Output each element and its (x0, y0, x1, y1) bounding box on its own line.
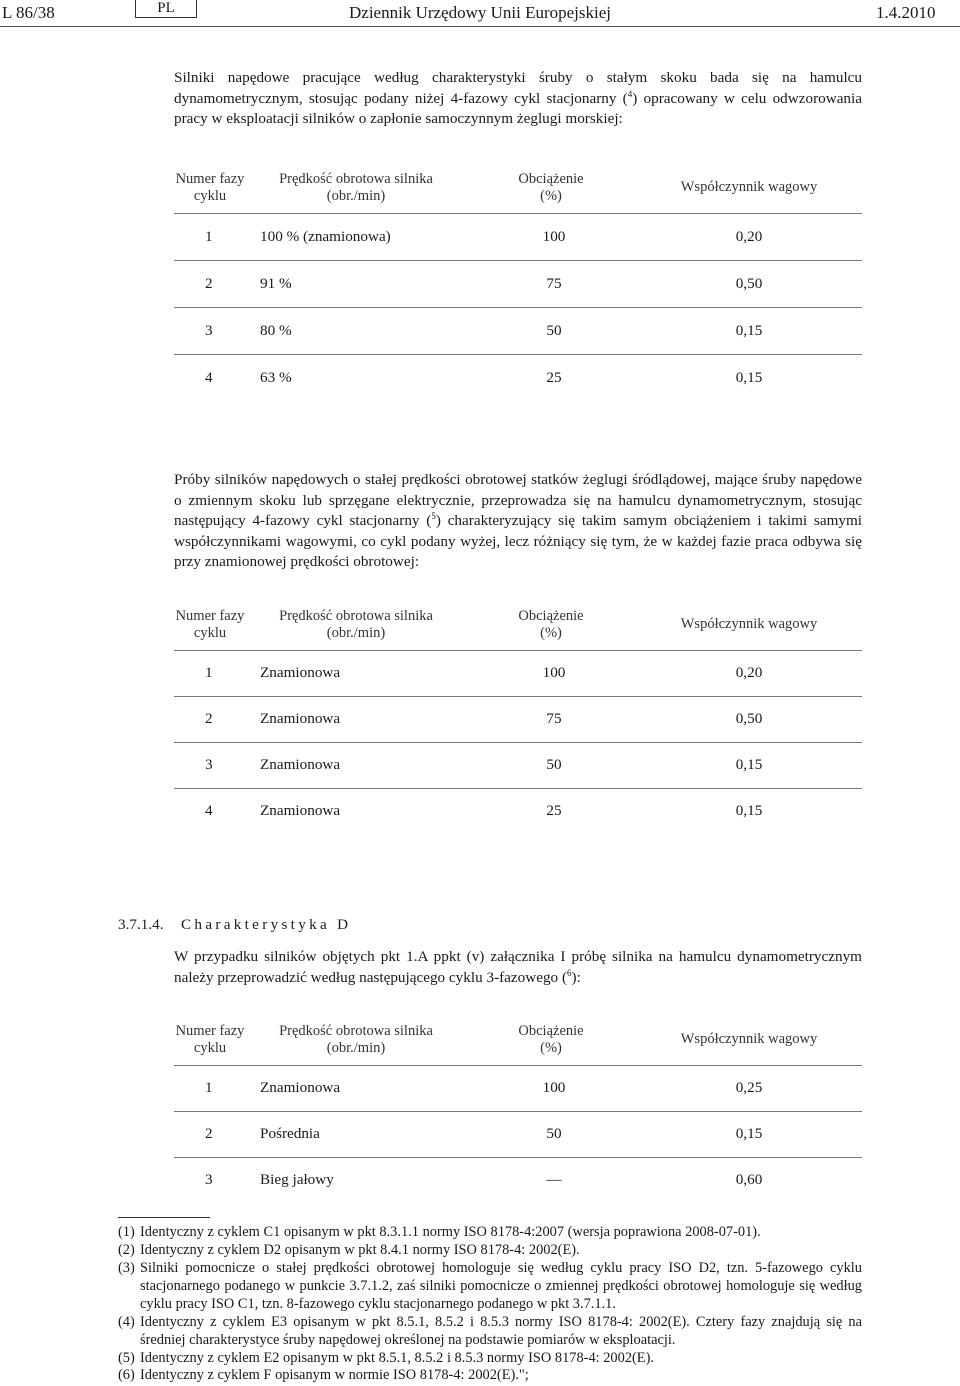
cell-speed: Znamionowa (260, 1079, 341, 1096)
cell-phase: 4 (205, 368, 213, 386)
cell-load: 100 (542, 1079, 566, 1096)
cell-weight: 0,15 (735, 321, 763, 339)
cell-phase: 1 (205, 1079, 213, 1096)
publication-date: 1.4.2010 (876, 3, 936, 22)
footnote-text: Identyczny z cyklem F opisanym w normie ISO 8178-4: 2002(E)."; (140, 1367, 529, 1383)
language-badge: PL (135, 0, 197, 18)
journal-title: Dziennik Urzędowy Unii Europejskiej (349, 3, 612, 22)
cell-speed: 80 % (260, 321, 292, 339)
table-row (174, 354, 862, 401)
cell-phase: 2 (205, 1125, 213, 1142)
section-number: 3.7.1.4. (118, 916, 164, 933)
cell-weight: 0,20 (735, 664, 763, 681)
cell-speed: Bieg jałowy (260, 1171, 334, 1189)
table-row (174, 696, 862, 742)
header-weight: Współczynnik wagowy (680, 179, 818, 196)
cell-load: 25 (546, 802, 562, 820)
table-row (174, 260, 862, 307)
footnote-1 (118, 1224, 862, 1242)
footnote-text: Identyczny z cyklem E2 opisanym w pkt 8.5.1, 8.5.2 i 8.5.3 normy ISO 8178-4: 2002(E). (140, 1350, 654, 1366)
header-phase: Numer fazy cyklu (175, 170, 245, 204)
cell-weight: 0,15 (735, 802, 763, 820)
footnote-mark: (5) (118, 1350, 135, 1366)
cell-speed: 91 % (260, 274, 292, 292)
header-speed: Prędkość obrotowa silnika (obr./min) (279, 170, 433, 204)
footnote-mark: (6) (118, 1367, 135, 1383)
footnote-separator (118, 1217, 210, 1218)
page-reference: L 86/38 (2, 3, 55, 22)
footnote-5 (118, 1350, 862, 1368)
footnote-6 (118, 1367, 862, 1385)
footnote-mark: (4) (118, 1314, 135, 1330)
table-row (174, 1111, 862, 1157)
cell-phase: 1 (205, 227, 213, 245)
cell-speed: Znamionowa (260, 664, 341, 681)
cell-weight: 0,60 (735, 1171, 763, 1189)
cell-phase: 3 (205, 756, 213, 773)
table-cycle-d (174, 1015, 862, 1203)
table-propeller-cycle (174, 163, 862, 401)
cell-speed: 100 % (znamionowa) (260, 227, 391, 245)
footnote-mark: (1) (118, 1224, 135, 1240)
cell-weight: 0,50 (735, 274, 763, 292)
cell-load: 25 (546, 368, 562, 386)
cell-load: 100 (542, 227, 566, 245)
footnote-4 (118, 1314, 862, 1350)
table-header-row (174, 600, 862, 650)
section-title: Charakterystyka D (181, 916, 352, 933)
footnote-mark: (3) (118, 1260, 135, 1276)
cell-load: 100 (542, 664, 566, 681)
header-weight: Współczynnik wagowy (680, 616, 818, 633)
footnote-text: Identyczny z cyklem C1 opisanym w pkt 8.3.1.1 normy ISO 8178-4:2007 (wersja poprawiona 2008-07-01). (140, 1224, 761, 1240)
cell-weight: 0,20 (735, 227, 763, 245)
table-row (174, 788, 862, 834)
header-phase: Numer fazy cyklu (175, 1022, 245, 1056)
footnote-text: Identyczny z cyklem E3 opisanym w pkt 8.5.1, 8.5.2 i 8.5.3 normy ISO 8178-4: 2002(E). Cztery fazy znajdują się na średniej charakterystyce śruby napędowej określonej na podstawie pomiarów w eksploatacji. (140, 1314, 862, 1348)
cell-speed: Znamionowa (260, 802, 341, 820)
cell-speed: Pośrednia (260, 1125, 320, 1142)
cell-phase: 3 (205, 321, 213, 339)
cell-phase: 1 (205, 664, 213, 681)
cell-speed: Znamionowa (260, 756, 341, 773)
header-load: Obciążenie (%) (518, 607, 584, 641)
cell-load: 50 (546, 756, 562, 773)
cell-weight: 0,50 (735, 710, 763, 727)
table-header-row (174, 163, 862, 213)
footnote-mark: (2) (118, 1242, 135, 1258)
cell-phase: 3 (205, 1171, 213, 1189)
cell-load: — (546, 1171, 562, 1189)
header-divider (0, 26, 960, 27)
cell-speed: 63 % (260, 368, 292, 386)
table-constant-speed-cycle (174, 600, 862, 834)
footnote-2 (118, 1242, 862, 1260)
table-row (174, 307, 862, 354)
header-speed: Prędkość obrotowa silnika (obr./min) (279, 1022, 433, 1056)
cell-weight: 0,25 (735, 1079, 763, 1096)
inland-vessels-paragraph: Próby silników napędowych o stałej prędkości obrotowej statków żeglugi śródlądowej, mające śruby napędowe o zmiennym skoku lub sprzęgane elektrycznie, przeprowadza się na hamulcu dynamometrycznym, stosując następujący 4-fazowy cykl stacjonarny ($^5$) charakteryzujący się takim samym obciążeniem i takimi samymi współczynnikami wagowymi, co cykl podany wyżej, lecz różniący się tym, że w każdej fazie praca odbywa się przy znamionowej prędkości obrotowej: (174, 471, 863, 570)
footnote-text: Identyczny z cyklem D2 opisanym w pkt 8.4.1 normy ISO 8178-4: 2002(E). (140, 1242, 580, 1258)
cell-phase: 4 (205, 802, 213, 820)
footnote-3 (118, 1260, 862, 1313)
header-load: Obciążenie (%) (518, 170, 584, 204)
intro-paragraph: Silniki napędowe pracujące według charakterystyki śruby o stałym skoku bada się na hamulcu dynamometrycznym, stosując podany niżej 4-fazowy cykl stacjonarny ($^4$) opracowany w celu odwzorowania pracy w eksploatacji silników o zapłonie samoczynnym żeglugi morskiej: (174, 69, 862, 127)
cell-load: 50 (546, 1125, 562, 1142)
header-load: Obciążenie (%) (518, 1022, 584, 1056)
page-header (0, 0, 960, 26)
table-row (174, 1065, 862, 1111)
cell-weight: 0,15 (735, 756, 763, 773)
table-row (174, 1157, 862, 1203)
header-speed: Prędkość obrotowa silnika (obr./min) (279, 607, 433, 641)
table-row (174, 742, 862, 788)
cell-load: 75 (546, 274, 562, 292)
cell-weight: 0,15 (735, 1125, 763, 1142)
table-header-row (174, 1015, 862, 1065)
cell-weight: 0,15 (735, 368, 763, 386)
header-phase: Numer fazy cyklu (175, 607, 245, 641)
footnote-text: Silniki pomocnicze o stałej prędkości obrotowej homologuje się według cyklu pracy ISO D2, tzn. 5-fazowego cyklu stacjonarnego podanego w punkcie 3.7.1.2, zaś silniki pomocnicze o zmiennej prędkości obrotowej homologuje się według cyklu pracy ISO C1, tzn. 8-fazowego cyklu stacjonarnego podanego w pkt 3.7.1.1. (140, 1260, 862, 1312)
table-row (174, 650, 862, 696)
cell-phase: 2 (205, 274, 213, 292)
section-paragraph: W przypadku silników objętych pkt 1.A ppkt (v) załącznika I próbę silnika na hamulcu dynamometrycznym należy przeprowadzić według następującego cyklu 3-fazowego ($^6$): (174, 948, 862, 986)
header-weight: Współczynnik wagowy (680, 1031, 818, 1048)
cell-phase: 2 (205, 710, 213, 727)
cell-speed: Znamionowa (260, 710, 341, 727)
table-row (174, 213, 862, 260)
cell-load: 75 (546, 710, 562, 727)
cell-load: 50 (546, 321, 562, 339)
